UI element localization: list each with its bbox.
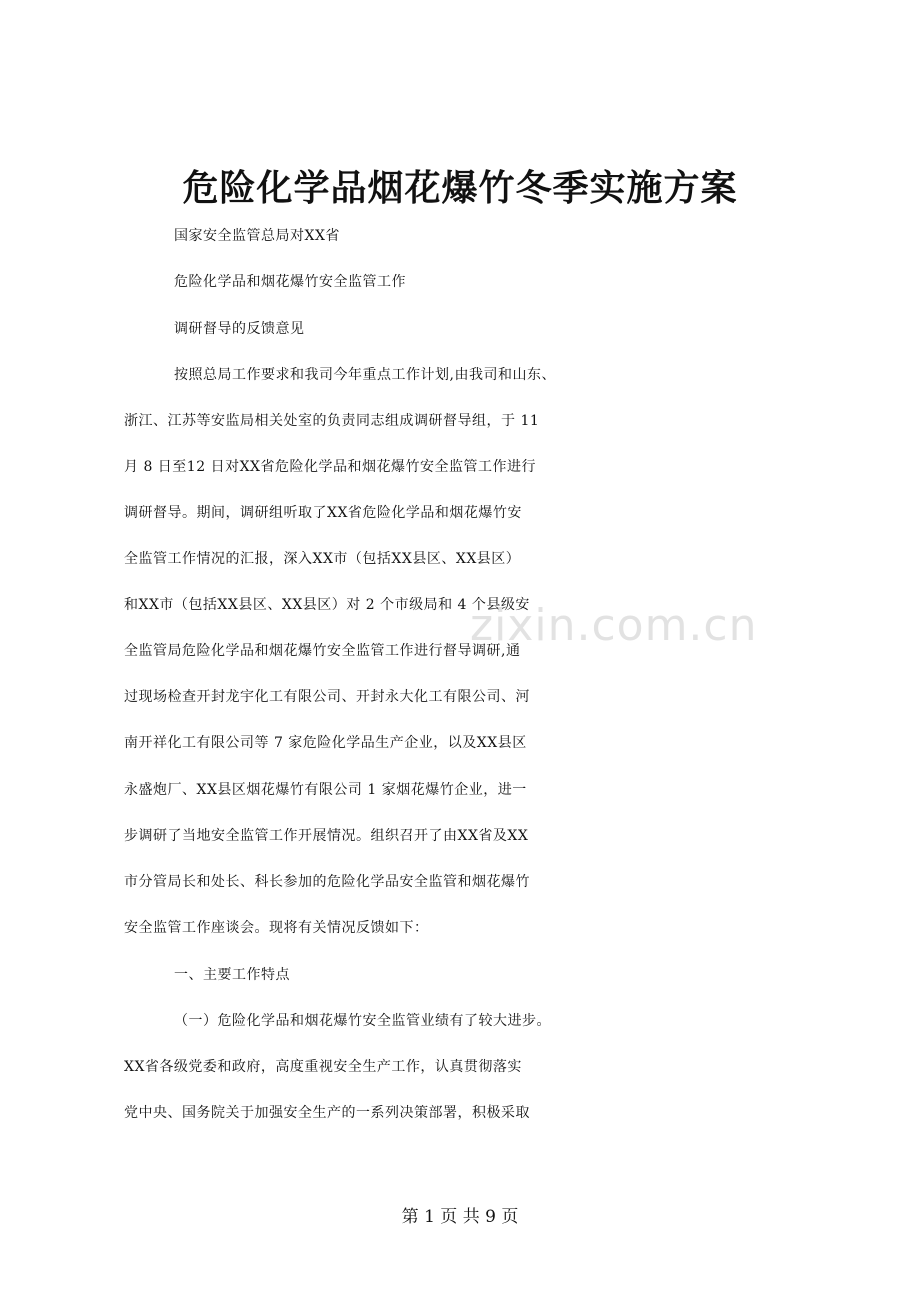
body-line: 月 8 日至12 日对XX省危险化学品和烟花爆竹安全监管工作进行: [124, 459, 537, 475]
body-line: 过现场检查开封龙宇化工有限公司、开封永大化工有限公司、河: [124, 689, 530, 705]
body-line: XX省各级党委和政府，高度重视安全生产工作，认真贯彻落实: [124, 1059, 522, 1075]
body-line: 安全监管工作座谈会。现将有关情况反馈如下：: [124, 920, 429, 936]
body-line: 全监管工作情况的汇报，深入XX市（包括XX县区、XX县区）: [124, 551, 521, 567]
page-footer: 第 1 页 共 9 页: [401, 1207, 519, 1227]
body-line: 调研督导。期间，调研组听取了XX省危险化学品和烟花爆竹安: [124, 505, 522, 521]
body-line: 国家安全监管总局对XX省: [174, 228, 340, 244]
subsection-heading: （一）危险化学品和烟花爆竹安全监管业绩有了较大进步。: [174, 1013, 551, 1029]
section-heading: 一、主要工作特点: [174, 967, 290, 983]
document-title: 危险化学品烟花爆竹冬季实施方案: [182, 168, 738, 209]
body-line: 按照总局工作要求和我司今年重点工作计划,由我司和山东、: [174, 367, 556, 383]
body-line: 危险化学品和烟花爆竹安全监管工作: [174, 274, 406, 290]
body-line: 永盛炮厂、XX县区烟花爆竹有限公司 1 家烟花爆竹企业，进一: [124, 782, 527, 798]
body-line: 调研督导的反馈意见: [174, 321, 305, 337]
body-line: 步调研了当地安全监管工作开展情况。组织召开了由XX省及XX: [124, 828, 529, 844]
body-line: 全监管局危险化学品和烟花爆竹安全监管工作进行督导调研,通: [124, 643, 521, 659]
body-line: 党中央、国务院关于加强安全生产的一系列决策部署，积极采取: [124, 1105, 530, 1121]
body-line: 市分管局长和处长、科长参加的危险化学品安全监管和烟花爆竹: [124, 874, 530, 890]
body-line: 南开祥化工有限公司等 7 家危险化学品生产企业，以及XX县区: [124, 735, 527, 751]
body-line: 浙江、江苏等安监局相关处室的负责同志组成调研督导组，于 11: [124, 413, 540, 429]
watermark: zixin.com.cn: [470, 600, 758, 651]
body-line: 和XX市（包括XX县区、XX县区）对 2 个市级局和 4 个县级安: [124, 597, 530, 613]
